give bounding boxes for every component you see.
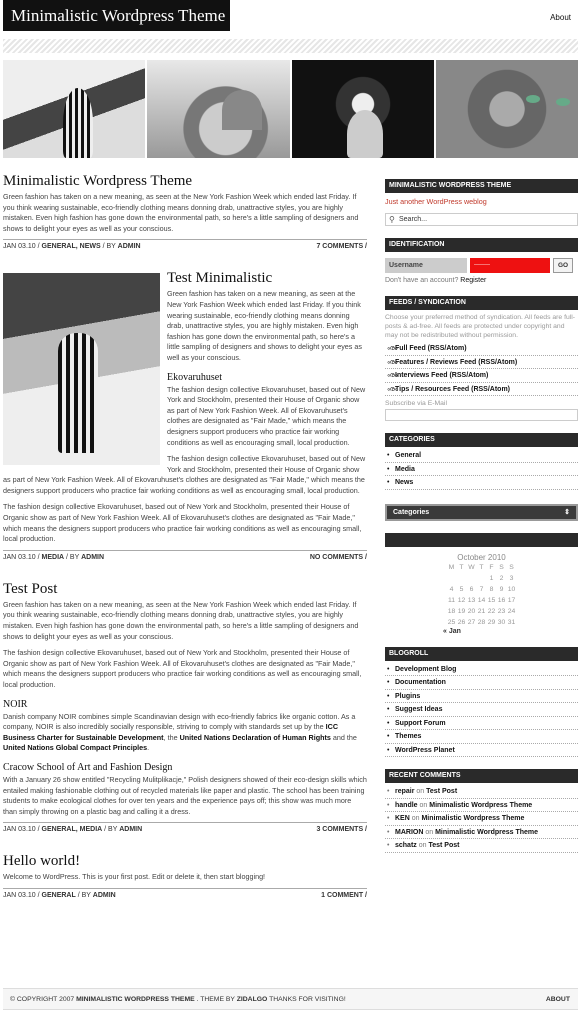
sidebar-heading-feeds: FEEDS / SYNDICATION — [385, 296, 578, 310]
post-categories[interactable]: GENERAL — [41, 891, 76, 899]
link-un-declaration[interactable]: United Nations Declaration of Human Rights — [179, 732, 331, 742]
recent-comment-item: • KEN on Minimalistic Wordpress Theme — [385, 812, 578, 826]
sidebar-heading-identification: IDENTIFICATION — [385, 238, 578, 252]
password-field[interactable]: -------- — [470, 258, 550, 273]
banner-image-woman — [292, 60, 434, 158]
search-placeholder: Search... — [399, 216, 428, 223]
sidebar-heading-about: MINIMALISTIC WORDPRESS THEME — [385, 179, 578, 193]
banner-image-fashion — [3, 60, 145, 158]
sidebar-heading-categories: CATEGORIES — [385, 433, 578, 447]
post-by: / BY — [64, 553, 82, 561]
bullet-icon: • — [387, 692, 390, 700]
link-icc-charter[interactable]: ICC Business Charter for Sustainable Development — [3, 722, 339, 742]
bullet-icon: • — [387, 465, 390, 473]
recent-comment-item: • repair on Test Post — [385, 785, 578, 799]
post-author[interactable]: ADMIN — [92, 891, 116, 899]
footer-theme-link[interactable]: MINIMALISTIC WORDPRESS THEME — [76, 996, 195, 1003]
post-title[interactable]: Test Minimalistic — [167, 270, 273, 287]
feed-item[interactable]: ൟFull Feed (RSS/Atom) — [385, 342, 578, 356]
rss-icon: ൟ — [387, 345, 398, 352]
email-subscribe-field[interactable] — [385, 409, 578, 421]
post-date: JAN 03.10 / — [3, 553, 42, 561]
post-by: / BY — [102, 826, 120, 834]
blogroll-item[interactable]: • Development Blog — [385, 663, 578, 677]
site-title[interactable]: Minimalistic Wordpress Theme — [3, 0, 230, 31]
post-date: JAN 03.10 / — [3, 826, 42, 834]
login-go-button[interactable]: GO — [553, 258, 573, 273]
sidebar-heading-calendar — [385, 533, 578, 547]
calendar-title: October 2010 — [457, 552, 506, 562]
comment-author[interactable]: schatz — [395, 842, 417, 849]
blogroll-list — [385, 663, 578, 758]
blogroll-item[interactable]: • Plugins — [385, 690, 578, 704]
comment-author[interactable]: handle — [395, 801, 418, 809]
post-comments-link[interactable]: 1 COMMENT / — [321, 891, 367, 899]
post — [3, 852, 367, 902]
post-title[interactable]: Hello world! — [3, 853, 81, 870]
post-excerpt: Green fashion has taken on a new meaning, as seen at the New York Fashion Week which ended last Friday. If you think wearing sustainable, eco-friendly clothing means donning drab, unattractive styles, you are highly mistaken. Even high fashion has gone down the environmental path, so here's a little sampling of designers and shows to delight your eyes as well as your conscious. — [3, 599, 359, 641]
site-tagline: Just another WordPress weblog — [385, 197, 487, 206]
post-date: JAN 03.10 / — [3, 891, 42, 899]
feeds-list — [385, 342, 578, 396]
rss-icon: ൟ — [387, 372, 398, 379]
recent-comment-item: • MARION on Minimalistic Wordpress Theme — [385, 826, 578, 840]
banner-image-dome — [147, 60, 289, 158]
banner — [3, 60, 578, 158]
bullet-icon: • — [387, 479, 390, 486]
recent-comments-list — [385, 785, 578, 853]
blogroll-item[interactable]: • Themes — [385, 730, 578, 744]
post-excerpt: Welcome to WordPress. This is your first post. Edit or delete it, then start blogging! — [3, 872, 266, 882]
post-comments-link[interactable]: 3 COMMENTS / — [316, 826, 367, 834]
recent-comment-item: • schatz on Test Post — [385, 839, 578, 853]
rss-icon: ൟ — [387, 385, 398, 393]
post-date: JAN 03.10 / — [3, 243, 42, 251]
post-categories[interactable]: MEDIA — [41, 553, 65, 561]
feeds-description: Choose your preferred method of syndication. All feeds are full-posts & ad-free. All feeds are protected under copyright and may not be redistributed without permission. — [385, 314, 576, 339]
email-subscribe-label: Subscribe via E-Mail — [385, 400, 447, 407]
main-content — [3, 172, 367, 902]
post — [3, 580, 367, 837]
post-paragraph: The fashion design collective Ekovaruhuset, based out of New York and Stockholm, presented their House of Organic show as part of New York Fashion Week. All of Ekovaruhuset's clothes are designated as "Fair Made," which means the designers support producers who practice fair working conditions as well as encouraging small, local production. — [167, 384, 366, 447]
blogroll-item[interactable]: • Documentation — [385, 676, 578, 690]
post-excerpt: Green fashion has taken on a new meaning, as seen at the New York Fashion Week which ended last Friday. If you think wearing sustainable, eco-friendly clothing means donning drab, unattractive styles, you are highly mistaken. Even high fashion has gone down the environmental path, so here's a little sampling of designers and shows to delight your eyes as well as your conscious. — [167, 289, 362, 362]
select-arrow-icon: ⇕ — [564, 508, 570, 516]
footer-about-link[interactable]: ABOUT — [545, 996, 570, 1003]
bullet-icon: • — [387, 452, 390, 459]
post-meta — [3, 239, 367, 253]
nav-about-link[interactable]: About — [550, 13, 571, 22]
post-author[interactable]: ADMIN — [81, 553, 105, 561]
comment-post-link[interactable]: Minimalistic Wordpress Theme — [429, 801, 533, 809]
post-categories[interactable]: GENERAL, MEDIA — [41, 826, 103, 834]
site-header — [0, 0, 581, 36]
post-title[interactable]: Minimalistic Wordpress Theme — [3, 173, 193, 189]
category-item[interactable]: • News — [385, 476, 578, 490]
post-author[interactable]: ADMIN — [119, 826, 143, 834]
comment-author[interactable]: MARION — [395, 828, 424, 836]
bullet-icon: • — [387, 815, 390, 822]
post-paragraph: The fashion design collective Ekovaruhuset, based out of New York and Stockholm, presented their House of Organic show as part of New York Fashion Week. All of Ekovaruhuset's clothes are designated as "Fair Made," which means the designers support producers who practice fair working conditions as well as encouraging small, local production. — [3, 502, 362, 544]
blogroll-item[interactable]: • Suggest Ideas — [385, 703, 578, 717]
login-form — [385, 258, 578, 273]
bullet-icon: • — [387, 788, 390, 795]
comment-post-link[interactable]: Minimalistic Wordpress Theme — [421, 815, 525, 822]
comment-post-link[interactable]: Minimalistic Wordpress Theme — [435, 828, 539, 836]
site-footer: © COPYRIGHT 2007 MINIMALISTIC WORDPRESS THEME . THEME BY ZIDALGO THANKS FOR VISITING! ABOUT — [3, 988, 578, 1010]
post-paragraph: Danish company NOIR combines simple Scandinavian design with eco-friendly fabrics like organic cotton. As a company, NOIR is also incredibly socially responsible, striving to comply with standards set up by the ICC Business Charter for Sustainable Development, the United Nations Declaration of Human Rights and the United Nations Global Compact Principles. — [3, 711, 357, 753]
feed-item[interactable]: ൟTips / Resources Feed (RSS/Atom) — [385, 383, 578, 397]
post-comments-link[interactable]: NO COMMENTS / — [309, 553, 367, 561]
calendar — [385, 553, 578, 635]
blogroll-item[interactable]: • Support Forum — [385, 717, 578, 731]
post-by: / BY — [100, 243, 118, 251]
post-paragraph: The fashion design collective Ekovaruhuset, based out of New York and Stockholm, presented their House of Organic show as part of New York Fashion Week. All of Ekovaruhuset's clothes are designated as "Fair Made," which means the designers support producers who practice fair working conditions as well as encouraging small, local production. — [3, 454, 366, 495]
post-meta — [3, 888, 367, 902]
post-comments-link[interactable]: 7 COMMENTS / — [316, 243, 367, 251]
post-meta — [3, 822, 367, 836]
post-paragraph: The fashion design collective Ekovaruhuset, based out of New York and Stockholm, presented their House of Organic show as part of New York Fashion Week. All of Ekovaruhuset's clothes are designated as "Fair Made," which means the designers support producers who practice fair working conditions as well as encouraging small, local production. — [3, 648, 362, 689]
sidebar — [385, 179, 578, 853]
rss-icon: ൟ — [387, 358, 398, 366]
sidebar-heading-blogroll: BLOGROLL — [385, 647, 578, 661]
sidebar-heading-recent-comments: RECENT COMMENTS — [385, 769, 578, 783]
category-item[interactable]: • Media — [385, 463, 578, 477]
comment-post-link[interactable]: Test Post — [428, 842, 460, 849]
post-author[interactable]: ADMIN — [117, 243, 141, 251]
post-meta — [3, 550, 367, 564]
bullet-icon: • — [387, 746, 390, 754]
post — [3, 172, 367, 253]
register-line: Don't have an account? Register — [385, 277, 487, 284]
bullet-icon: • — [387, 828, 390, 836]
username-label[interactable]: Username — [385, 258, 467, 273]
post-subheading: NOIR — [3, 698, 28, 710]
bullet-icon: • — [387, 679, 390, 686]
post-title[interactable]: Test Post — [3, 580, 58, 597]
calendar-grid: M T W T F S S 1 2 3 4 5 6 7 8 9 10 11 12 13 14 15 16 17 18 19 20 21 22 23 24 25 26 27 28 29 30 31 — [447, 563, 516, 626]
comment-author[interactable]: repair — [395, 788, 415, 795]
banner-image-cat — [436, 60, 578, 158]
link-un-compact[interactable]: United Nations Global Compact Principles — [3, 743, 148, 753]
header-stripe — [3, 39, 578, 53]
footer-copyright: © COPYRIGHT 2007 — [10, 996, 77, 1003]
post-excerpt: Green fashion has taken on a new meaning, as seen at the New York Fashion Week which ended last Friday. If you think wearing sustainable, eco-friendly clothing means donning drab, unattractive styles, you are highly mistaken. Even high fashion has gone down the environmental path, so here's a little sampling of designers and shows to delight your eyes as well as your conscious. — [3, 192, 359, 233]
calendar-prev-link[interactable]: « Jan — [443, 627, 461, 635]
bullet-icon: • — [387, 665, 390, 673]
categories-list — [385, 449, 578, 490]
bullet-icon: • — [387, 706, 390, 713]
category-item[interactable]: • General — [385, 449, 578, 463]
comment-post-link[interactable]: Test Post — [426, 788, 458, 795]
post-paragraph: With a January 26 show entitled "Recycling Mulitplikacje," Polish designers showed of their eco-design skills which entailed making fashionable clothing out of recycled materials like paper and plastic. The school has been training students to make ecological clothes for over ten years and the experience pays off; this show was much more than simply throwing on a plastic bag and calling it a dress. — [3, 774, 367, 816]
post-image — [3, 273, 160, 465]
post-by: / BY — [75, 891, 93, 899]
bullet-icon: • — [387, 842, 390, 849]
recent-comment-item: • handle on Minimalistic Wordpress Theme — [385, 799, 578, 813]
post-subheading: Cracow School of Art and Fashion Design — [3, 761, 173, 773]
footer-author-link[interactable]: ZIDALGO — [236, 996, 268, 1003]
post-categories[interactable]: GENERAL, NEWS — [41, 243, 101, 251]
post-subheading: Ekovaruhuset — [167, 371, 222, 383]
search-icon: ⚲ — [389, 215, 395, 224]
bullet-icon: • — [387, 801, 390, 809]
comment-author[interactable]: KEN — [395, 815, 410, 822]
bullet-icon: • — [387, 733, 390, 740]
feed-item[interactable]: ൟInterviews Feed (RSS/Atom) — [385, 369, 578, 383]
bullet-icon: • — [387, 719, 390, 727]
feed-item[interactable]: ൟFeatures / Reviews Feed (RSS/Atom) — [385, 356, 578, 370]
search-input[interactable] — [385, 213, 578, 226]
categories-select[interactable]: Categories ⇕ — [385, 504, 578, 521]
post — [3, 269, 367, 563]
register-link[interactable]: Register — [460, 277, 487, 284]
blogroll-item[interactable]: • WordPress Planet — [385, 744, 578, 758]
